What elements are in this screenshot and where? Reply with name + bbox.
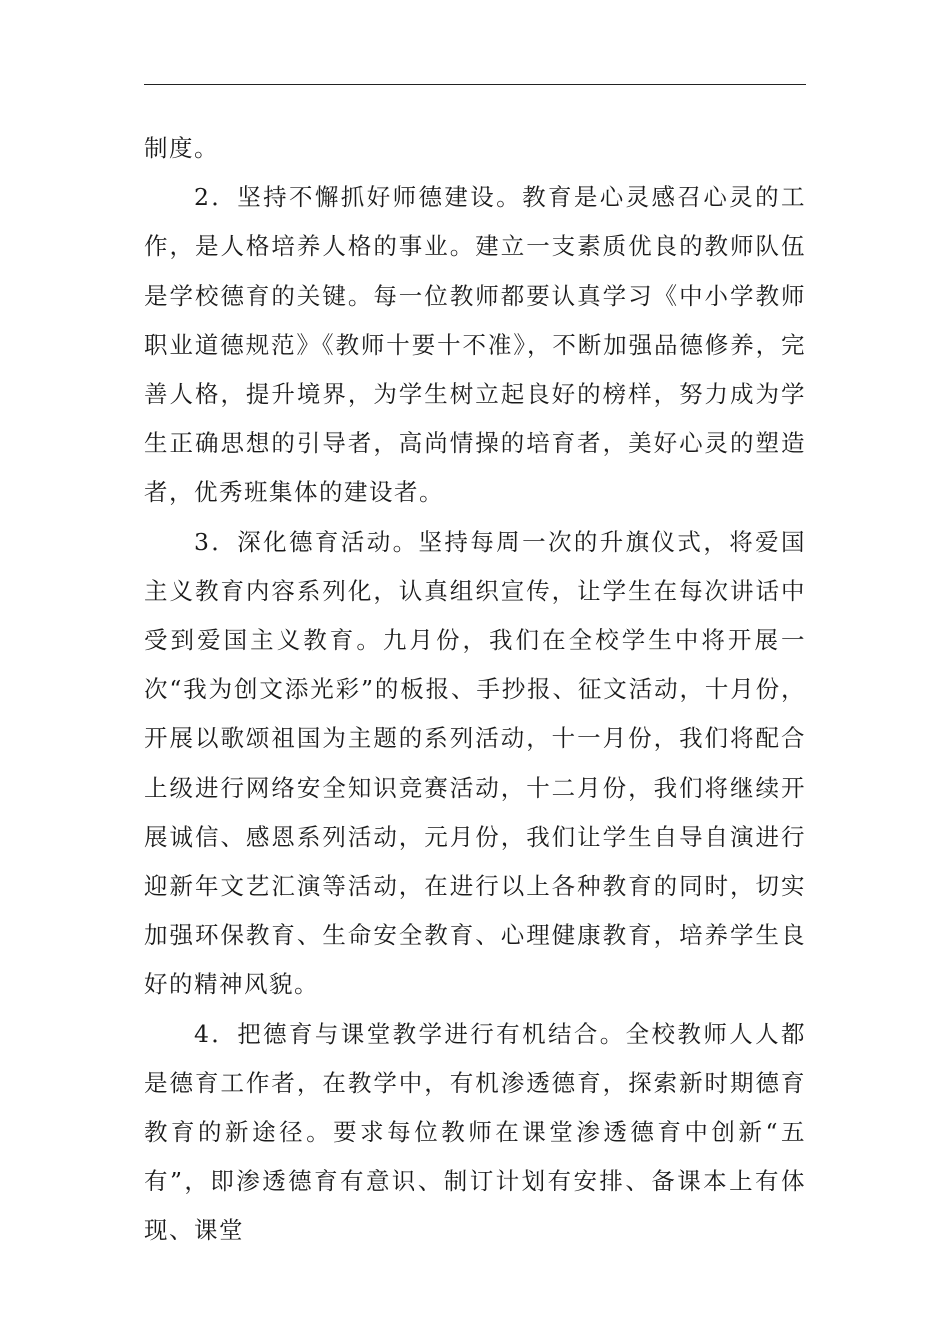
paragraph-classroom-integration: 4．把德育与课堂教学进行有机结合。全校教师人人都是德育工作者，在教学中，有机渗透德育，探索新时期德育教育的新途径。要求每位教师在课堂渗透德育中创新“五有”，即渗透德育有意识、制订计划有安排、备课本上有体现、课堂 (144, 1019, 806, 1245)
document-body (144, 124, 806, 1256)
paragraph-moral-activities: 3．深化德育活动。坚持每周一次的升旗仪式，将爱国主义教育内容系列化，认真组织宣传，让学生在每次讲话中受到爱国主义教育。九月份，我们在全校学生中将开展一次“我为创文添光彩”的板报、手抄报、征文活动，十月份，开展以歌颂祖国为主题的系列活动，十一月份，我们将配合上级进行网络安全知识竞赛活动，十二月份，我们将继续开展诚信、感恩系列活动，元月份，我们让学生自导自演进行迎新年文艺汇演等活动，在进行以上各种教育的同时，切实加强环保教育、生命安全教育、心理健康教育，培养学生良好的精神风貌。 (144, 527, 806, 999)
paragraph-teacher-ethics: 2．坚持不懈抓好师德建设。教育是心灵感召心灵的工作，是人格培养人格的事业。建立一支素质优良的教师队伍是学校德育的关键。每一位教师都要认真学习《中小学教师职业道德规范》《教师十要十不准》，不断加强品德修养，完善人格，提升境界，为学生树立起良好的榜样，努力成为学生正确思想的引导者，高尚情操的培育者，美好心灵的塑造者，优秀班集体的建设者。 (144, 183, 806, 507)
header-rule (144, 84, 806, 85)
paragraph-continuation: 制度。 (144, 134, 219, 162)
